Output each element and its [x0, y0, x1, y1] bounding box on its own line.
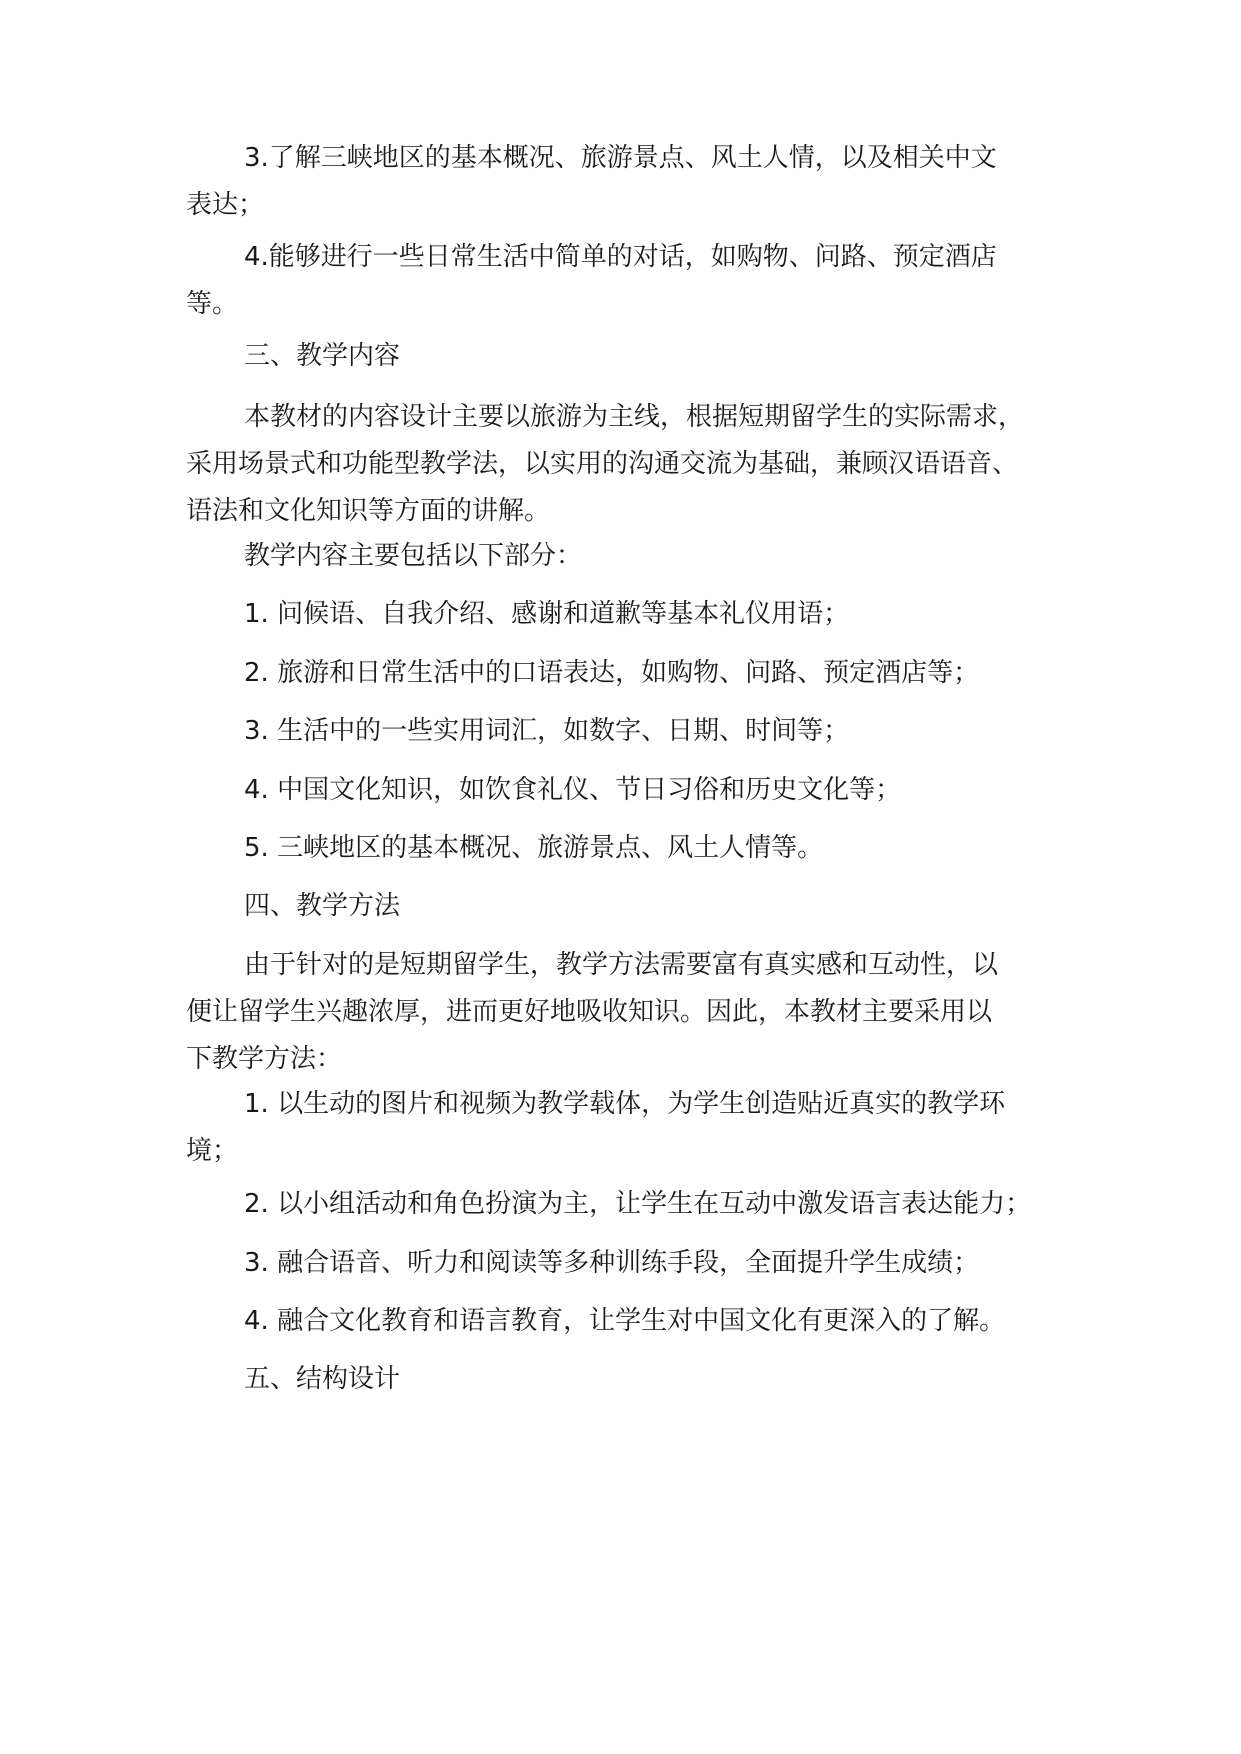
paragraph-content-lead [186, 533, 1086, 580]
paragraph-method-intro [186, 942, 1086, 1083]
text-line: 3.了解三峡地区的基本概况、旅游景点、风土人情，以及相关中文 [244, 143, 997, 173]
paragraph-goal-4 [186, 234, 1086, 328]
text-line: 教学内容主要包括以下部分： [244, 541, 583, 571]
text-line: 4. 中国文化知识，如饮食礼仪、节日习俗和历史文化等； [244, 775, 902, 805]
list-item-content-1 [186, 591, 1086, 638]
text-line: 3. 融合语音、听力和阅读等多种训练手段，全面提升学生成绩； [244, 1248, 980, 1278]
list-item-content-5 [186, 825, 1086, 872]
heading-text: 三、教学内容 [244, 341, 401, 371]
text-line: 4. 融合文化教育和语言教育，让学生对中国文化有更深入的了解。 [244, 1306, 1006, 1336]
text-line: 本教材的内容设计主要以旅游为主线，根据短期留学生的实际需求， [244, 402, 1025, 432]
section-heading-structure-design [186, 1356, 1086, 1403]
text-line: 表达； [186, 190, 265, 220]
text-line: 采用场景式和功能型教学法，以实用的沟通交流为基础，兼顾汉语语音、 [186, 449, 1019, 479]
section-heading-teaching-method [186, 883, 1086, 930]
text-line: 1. 以生动的图片和视频为教学载体，为学生创造贴近真实的教学环 [244, 1089, 1006, 1119]
text-line: 境； [186, 1136, 239, 1166]
list-item-content-4 [186, 767, 1086, 814]
text-line: 5. 三峡地区的基本概况、旅游景点、风土人情等。 [244, 833, 824, 863]
heading-text: 四、教学方法 [244, 891, 401, 921]
list-item-content-2 [186, 650, 1086, 697]
text-line: 便让留学生兴趣浓厚，进而更好地吸收知识。因此，本教材主要采用以 [186, 997, 993, 1027]
list-item-content-3 [186, 708, 1086, 755]
text-line: 等。 [186, 289, 239, 319]
list-item-method-1 [186, 1081, 1086, 1175]
text-line: 语法和文化知识等方面的讲解。 [186, 496, 551, 526]
heading-text: 五、结构设计 [244, 1364, 401, 1394]
text-line: 2. 旅游和日常生活中的口语表达，如购物、问路、预定酒店等； [244, 658, 980, 688]
text-line: 2. 以小组活动和角色扮演为主，让学生在互动中激发语言表达能力； [244, 1189, 1032, 1219]
text-line: 下教学方法： [186, 1044, 343, 1074]
paragraph-content-intro [186, 394, 1086, 535]
list-item-method-2 [186, 1181, 1086, 1228]
text-line: 由于针对的是短期留学生，教学方法需要富有真实感和互动性，以 [244, 950, 999, 980]
list-item-method-4 [186, 1298, 1086, 1345]
text-line: 3. 生活中的一些实用词汇，如数字、日期、时间等； [244, 716, 850, 746]
text-line: 4.能够进行一些日常生活中简单的对话，如购物、问路、预定酒店 [244, 242, 997, 272]
text-line: 1. 问候语、自我介绍、感谢和道歉等基本礼仪用语； [244, 599, 850, 629]
list-item-method-3 [186, 1240, 1086, 1287]
section-heading-teaching-content [186, 333, 1086, 380]
paragraph-goal-3 [186, 135, 1086, 229]
